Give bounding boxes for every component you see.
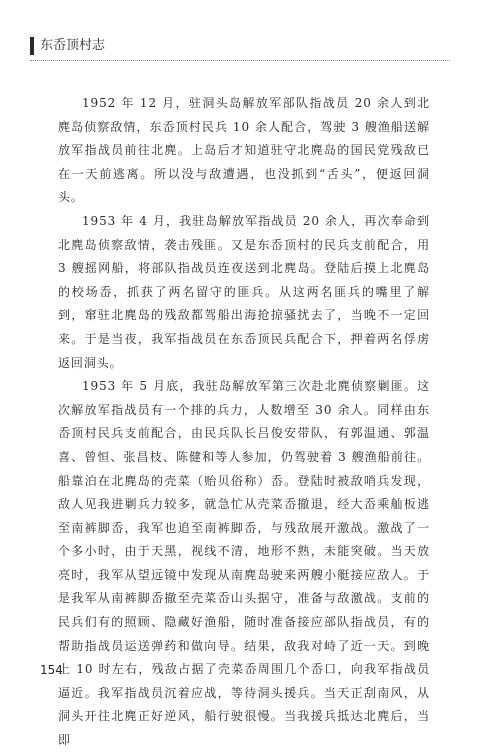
running-header (30, 36, 450, 56)
header-accent-bar (30, 37, 34, 55)
paragraph-1953-april: 1953 年 4 月，我驻岛解放军指战员 20 余人，再次奉命到北麂岛侦察敌情，袭击残匪。又是东岙顶村的民兵支前配合，用 3 艘摇网船，将部队指战员连夜送到北麂岛。登陆后摸上北麂岛的校场岙，抓获了两名留守的匪兵。从这两名匪兵的嘴里了解到，窜驻北麂岛的残敌都驾船出海抢掠骚扰去了，当晚不一定回来。于是当夜，我军指战员在东岙顶民兵配合下，押着两名俘虏返回洞头。 (58, 213, 430, 370)
header-divider (30, 60, 450, 61)
header-title: 东岙顶村志 (40, 38, 106, 53)
page-number: 154 (40, 663, 63, 677)
body-text (58, 92, 430, 753)
paragraph-1952-december: 1952 年 12 月，驻洞头岛解放军部队指战员 20 余人到北麂岛侦察敌情，东岙顶村民兵 10 余人配合，驾驶 3 艘渔船送解放军指战员前往北麂。上岛后才知道驻守北麂岛的国民党残敌已在一天前逃离。所以没与敌遭遇，也没抓到“舌头”，便返回洞头。 (58, 96, 430, 205)
paragraph-1953-may: 1953 年 5 月底，我驻岛解放军第三次赴北麂侦察剿匪。这次解放军指战员有一个排的兵力，人数增至 30 余人。同样由东岙顶村民兵支前配合，由民兵队长吕俊安带队，有郭温通、郭温喜、曾恒、张昌枝、陈健和等人参加，仍驾驶着 3 艘渔船前往。船靠泊在北麂岛的壳菜（贻贝俗称）岙。登陆时被敌哨兵发现，敌人见我进剿兵力较多，就急忙从壳菜岙撤退，经大岙乘舢板逃至南裤脚岙，我军也追至南裤脚岙，与残敌展开激战。激战了一个多小时，由于天黑，视线不清，地形不熟，未能突破。当天放亮时，我军从望远镜中发现从南麂岛驶来两艘小艇接应敌人。于是我军从南裤脚岙撤至壳菜岙山头据守，准备与敌激战。支前的民兵们有的照顾、隐藏好渔船，随时准备接应部队指战员，有的帮助指战员运送弹药和做向导。结果，敌我对峙了近一天。到晚上 10 时左右，残敌占据了壳菜岙周围几个岙口，向我军指战员逼近。我军指战员沉着应战，等待洞头援兵。当天正刮南风，从洞头开往北麂正好逆风，船行驶很慢。当我援兵抵达北麂后，当即 (58, 379, 430, 748)
